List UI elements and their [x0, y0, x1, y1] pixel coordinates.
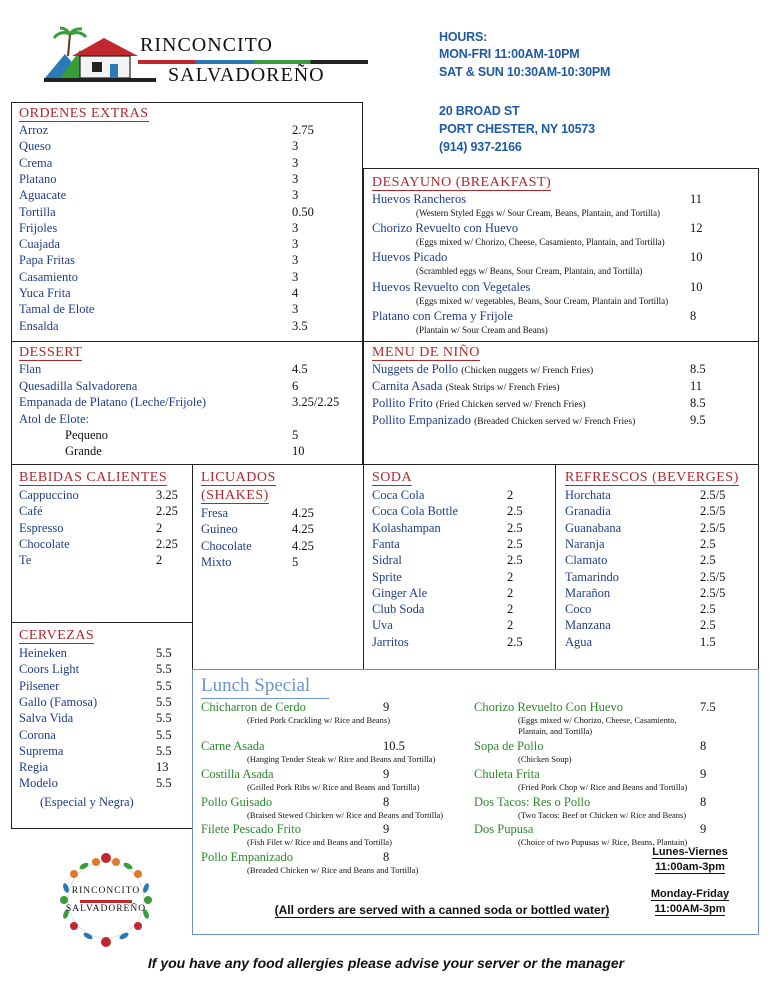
soda-item-name: Sidral	[372, 553, 402, 568]
kids-item-name: Nuggets de Pollo	[372, 362, 462, 376]
hot-drink-item-name: Cappuccino	[19, 488, 79, 502]
shake-item-name: Fresa	[201, 506, 229, 520]
restaurant-badge	[52, 848, 160, 952]
extras-item-price: 3	[292, 237, 299, 252]
extras-item-price: 3	[292, 302, 299, 317]
kids-item-desc: (Fried Chicken served w/ French Fries)	[435, 400, 586, 410]
refrescos-title-text: REFRESCOS (BEVERGES)	[565, 470, 739, 485]
breakfast-item-desc: (Western Styled Eggs w/ Sour Cream, Beans, Plantain, and Tortilla)	[416, 208, 660, 218]
kids-item-desc: (Chicken nuggets w/ French Fries)	[461, 366, 594, 376]
hours-label: HOURS:	[439, 30, 488, 44]
breakfast-item-desc: (Scrambled eggs w/ Beans, Sour Cream, Plantain, and Tortilla)	[416, 266, 643, 276]
breakfast-item-name: Huevos Picado	[372, 250, 448, 264]
atol-size-name: Pequeno	[65, 428, 109, 442]
dessert-title	[19, 345, 82, 361]
extras-item-name: Yuca Frita	[19, 286, 71, 300]
breakfast-item-name: Chorizo Revuelto con Huevo	[372, 221, 519, 235]
beer-item-name: Salva Vida	[19, 711, 74, 726]
kids-item-name: Pollito Frito	[372, 396, 436, 410]
refresco-item-price: 2.5	[700, 553, 716, 568]
kids-item-price: 8.5	[690, 362, 706, 376]
beer-item-price: 5.5	[156, 727, 172, 742]
shakes-title-line2: (SHAKES)	[201, 488, 269, 503]
refresco-item-price: 2.5	[700, 618, 716, 633]
allergy-notice: If you have any food allergies please advise your server or the manager	[147, 955, 625, 971]
kids-title-text: MENU DE NIÑO	[372, 345, 480, 360]
shake-item-name: Mixto	[201, 554, 232, 569]
beers-title-text: CERVEZAS	[19, 628, 95, 643]
soda-item-price: 2	[507, 488, 514, 502]
lunch-hours-english-days	[648, 888, 732, 900]
lunch-item-price: 7.5	[700, 700, 716, 714]
refresco-item-name: Granadia	[565, 504, 611, 519]
refresco-item-name: Agua	[565, 634, 593, 649]
soda-item-name: Kolashampan	[372, 520, 441, 535]
lunch-item-name: Chicharron de Cerdo	[201, 700, 306, 714]
dessert-item-name: Flan	[19, 362, 42, 376]
beer-item-name: Regia	[19, 760, 49, 775]
lunch-item-price: 9	[700, 822, 707, 836]
soda-item-price: 2.5	[507, 536, 523, 551]
dessert-item-name: Atol de Elote:	[19, 411, 90, 426]
lunch-item-price: 8	[383, 850, 390, 864]
extras-item-price: 3	[292, 188, 299, 203]
soda-item-price: 2	[507, 618, 514, 633]
lunch-item-name: Pollo Guisado	[201, 795, 273, 809]
breakfast-item-price: 11	[690, 192, 703, 206]
extras-item-name: Tortilla	[19, 204, 56, 219]
lunch-item-name: Filete Pescado Frito	[201, 822, 301, 836]
hot-drink-item-price: 3.25	[156, 488, 178, 502]
dessert-item-name: Empanada de Platano (Leche/Frijole)	[19, 395, 207, 409]
extras-item-name: Tamal de Elote	[19, 302, 95, 317]
lunch-hours-english-time	[648, 903, 732, 915]
beer-item-name: Heineken	[19, 646, 67, 660]
soda-item-name: Ginger Ale	[372, 585, 428, 600]
lunch-item-desc: (Breaded Chicken w/ Rice and Beans and Tortilla)	[247, 865, 419, 875]
hours-weekend: SAT & SUN 10:30AM-10:30PM	[439, 65, 611, 79]
extras-item-price: 2.75	[292, 123, 314, 137]
lunch-hours-english-days-text: Monday-Friday	[650, 888, 730, 900]
lunch-item-price: 9	[383, 767, 390, 781]
lunch-drink-note	[262, 903, 622, 917]
dessert-item-price: 3.25/2.25	[292, 395, 340, 409]
atol-size-price: 5	[292, 428, 299, 442]
lunch-item-name: Carne Asada	[201, 739, 265, 753]
lunch-item-desc: (Choice of two Pupusas w/ Rice, Beans, Plantain)	[518, 837, 688, 847]
lunch-item-name: Chuleta Frita	[474, 767, 540, 781]
extras-item-price: 3	[292, 171, 299, 186]
breakfast-item-price: 12	[690, 221, 703, 235]
extras-item-name: Papa Fritas	[19, 253, 75, 268]
extras-item-price: 3	[292, 155, 299, 170]
soda-item-price: 2.5	[507, 504, 523, 519]
extras-item-price: 3	[292, 139, 299, 154]
refresco-item-name: Clamato	[565, 553, 608, 568]
lunch-item-price: 8	[383, 795, 390, 809]
lunch-hours-english-time-text: 11:00AM-3pm	[654, 903, 726, 915]
dessert-title-text: DESSERT	[19, 345, 83, 360]
extras-item-name: Platano	[19, 171, 57, 186]
extras-item-name: Ensalda	[19, 318, 59, 333]
shake-item-name: Chocolate	[201, 538, 252, 553]
hot-drink-item-price: 2	[156, 553, 163, 568]
refresco-item-price: 2.5	[700, 602, 716, 617]
soda-item-name: Coca Cola Bottle	[372, 504, 459, 519]
beer-item-name: Gallo (Famosa)	[19, 694, 98, 709]
lunch-item-name: Dos Tacos: Res o Pollo	[474, 795, 591, 809]
kids-item-desc: (Steak Strips w/ French Fries)	[445, 383, 560, 393]
beer-item-price: 13	[156, 760, 169, 775]
extras-item-price: 3	[292, 220, 299, 235]
shakes-subtitle	[201, 488, 269, 504]
soda-item-price: 2.5	[507, 553, 523, 568]
beer-item-name: Corona	[19, 727, 56, 742]
lunch-drink-note-text: (All orders are served with a canned soda or bottled water)	[274, 903, 610, 917]
lunch-item-desc: (Fried Pork Crackling w/ Rice and Beans)	[247, 715, 391, 725]
kids-item	[372, 362, 593, 377]
hot-drinks-title-text: BEBIDAS CALIENTES	[19, 470, 168, 485]
shake-item-name: Guineo	[201, 522, 238, 537]
beer-item-name: Suprema	[19, 743, 64, 758]
kids-item-price: 9.5	[690, 413, 706, 427]
refresco-item-price: 2.5/5	[700, 569, 726, 584]
lunch-item-desc: (Fish Filet w/ Rice and Beans and Tortilla)	[247, 837, 392, 847]
breakfast-title-text: DESAYUNO (BREAKFAST)	[372, 175, 552, 190]
refrescos-title	[565, 470, 739, 486]
lunch-item-desc-cont: Plantain, and Tortilla)	[518, 726, 593, 736]
restaurant-logo	[40, 26, 390, 88]
breakfast-item-desc: (Plantain w/ Sour Cream and Beans)	[416, 325, 548, 335]
beer-item-name: Coors Light	[19, 662, 80, 677]
extras-item-price: 4	[292, 286, 299, 300]
refresco-item-price: 2.5/5	[700, 488, 726, 502]
refresco-item-name: Manzana	[565, 618, 611, 633]
shake-item-price: 4.25	[292, 506, 314, 520]
breakfast-item-price: 10	[690, 250, 703, 264]
refresco-item-name: Naranja	[565, 536, 605, 551]
refresco-item-name: Horchata	[565, 488, 611, 502]
kids-item-price: 8.5	[690, 396, 706, 410]
kids-item-price: 11	[690, 379, 703, 393]
soda-item-name: Sprite	[372, 569, 402, 584]
dessert-item-price: 4.5	[292, 362, 308, 376]
lunch-item-name: Pollo Empanizado	[201, 850, 293, 864]
lunch-item-price: 9	[383, 822, 390, 836]
lunch-item-desc: (Braised Stewed Chicken w/ Rice and Beans and Tortilla)	[247, 810, 444, 820]
badge-name-line2: SALVADOREÑO	[65, 904, 147, 914]
soda-item-name: Uva	[372, 618, 393, 633]
lunch-item-name: Chorizo Revuelto Con Huevo	[474, 700, 623, 714]
lunch-item-name: Sopa de Pollo	[474, 739, 544, 753]
beers-title	[19, 628, 94, 644]
breakfast-item-name: Huevos Rancheros	[372, 192, 467, 206]
lunch-item-desc: (Grilled Pork Ribs w/ Rice and Beans and Tortilla)	[247, 782, 420, 792]
refresco-item-price: 1.5	[700, 634, 716, 649]
soda-item-name: Club Soda	[372, 602, 425, 617]
extras-item-name: Cuajada	[19, 237, 60, 252]
beer-item-price: 5.5	[156, 711, 172, 726]
lunch-item-desc: (Hanging Tender Steak w/ Rice and Beans and Tortilla)	[247, 754, 436, 764]
lunch-item-price: 9	[383, 700, 390, 714]
kids-item	[372, 413, 635, 428]
shake-item-price: 4.25	[292, 538, 314, 553]
breakfast-item-price: 8	[690, 309, 697, 323]
atol-size-price: 10	[292, 444, 305, 458]
lunch-item-name: Costilla Asada	[201, 767, 274, 781]
kids-item-name: Pollito Empanizado	[372, 413, 475, 427]
refresco-item-price: 2.5	[700, 536, 716, 551]
beers-note: (Especial y Negra)	[40, 795, 134, 809]
hot-drinks-title	[19, 470, 167, 486]
kids-item	[372, 379, 560, 394]
hot-drink-item-price: 2	[156, 520, 163, 535]
beer-item-price: 5.5	[156, 662, 172, 677]
kids-item-desc: (Breaded Chicken served w/ French Fries)	[474, 417, 636, 427]
beer-item-price: 5.5	[156, 646, 172, 660]
lunch-hours-spanish-time	[648, 861, 732, 873]
lunch-hours-spanish-days	[648, 846, 732, 858]
shakes-title	[201, 470, 276, 486]
soda-item-price: 2.5	[507, 520, 523, 535]
lunch-item-price: 8	[700, 739, 707, 753]
beer-item-price: 5.5	[156, 678, 172, 693]
refresco-item-name: Guanabana	[565, 520, 622, 535]
address-street: 20 BROAD ST	[439, 104, 520, 118]
hot-drink-item-name: Café	[19, 504, 43, 519]
lunch-item-price: 10.5	[383, 739, 405, 753]
lunch-hours-spanish-days-text: Lunes-Viernes	[652, 846, 728, 858]
extras-item-name: Aguacate	[19, 188, 67, 203]
hot-drink-item-name: Te	[19, 553, 32, 568]
extras-item-price: 3	[292, 253, 299, 268]
lunch-item-desc: (Chicken Soup)	[518, 754, 572, 764]
extras-item-name: Crema	[19, 155, 53, 170]
lunch-title-underline	[201, 698, 329, 699]
floral-badge-icon	[52, 848, 160, 952]
refresco-item-name: Marañon	[565, 585, 611, 600]
beer-item-price: 5.5	[156, 694, 172, 709]
soda-item-name: Coca Cola	[372, 488, 425, 502]
soda-item-price: 2	[507, 585, 514, 600]
phone-number: (914) 937-2166	[439, 140, 522, 154]
extras-item-price: 0.50	[292, 204, 314, 219]
beer-item-name: Pilsener	[19, 678, 60, 693]
breakfast-item-desc: (Eggs mixed w/ vegetables, Beans, Sour Cream, Plantain and Tortilla)	[416, 296, 669, 306]
shakes-title-line1: LICUADOS	[201, 470, 276, 485]
kids-item-name: Carnita Asada	[372, 379, 446, 393]
beer-item-price: 5.5	[156, 743, 172, 758]
extras-item-price: 3	[292, 269, 299, 284]
hot-drink-item-price: 2.25	[156, 536, 178, 551]
beer-item-price: 5.5	[156, 776, 172, 791]
lunch-special-title: Lunch Special	[201, 675, 311, 696]
badge-name-line1: RINCONCITO	[71, 886, 141, 896]
lunch-item-name: Dos Pupusa	[474, 822, 534, 836]
kids-title	[372, 345, 480, 361]
shake-item-price: 4.25	[292, 522, 314, 537]
beer-item-name: Modelo	[19, 776, 58, 791]
logo-name-line2: SALVADOREÑO	[168, 64, 325, 86]
atol-size-name: Grande	[65, 444, 102, 458]
breakfast-title	[372, 175, 551, 191]
breakfast-item-name: Huevos Revuelto con Vegetales	[372, 280, 531, 294]
hot-drink-item-name: Espresso	[19, 520, 64, 535]
lunch-item-desc: (Eggs mixed w/ Chorizo, Cheese, Casamiento,	[518, 715, 677, 725]
lunch-item-price: 8	[700, 795, 707, 809]
breakfast-item-name: Platano con Crema y Frijole	[372, 309, 513, 323]
extras-item-name: Arroz	[19, 123, 49, 137]
refresco-item-name: Coco	[565, 602, 592, 617]
soda-item-price: 2	[507, 602, 514, 617]
soda-item-price: 2	[507, 569, 514, 584]
lunch-hours-spanish-time-text: 11:00am-3pm	[655, 861, 725, 873]
kids-item	[372, 396, 586, 411]
hours-weekday: MON-FRI 11:00AM-10PM	[439, 47, 580, 61]
address-city: PORT CHESTER, NY 10573	[439, 122, 595, 136]
refresco-item-price: 2.5/5	[700, 585, 726, 600]
dessert-item-name: Quesadilla Salvadorena	[19, 378, 138, 393]
lunch-item-price: 9	[700, 767, 707, 781]
shake-item-price: 5	[292, 554, 299, 569]
lunch-item-desc: (Fried Pork Chop w/ Rice and Beans and Tortilla)	[518, 782, 688, 792]
soda-title-text: SODA	[372, 470, 413, 485]
extras-item-name: Frijoles	[19, 220, 58, 235]
soda-item-price: 2.5	[507, 634, 523, 649]
extras-item-name: Queso	[19, 139, 51, 154]
refresco-item-price: 2.5/5	[700, 504, 726, 519]
extras-title-text: ORDENES EXTRAS	[19, 106, 149, 121]
soda-item-name: Fanta	[372, 536, 400, 551]
breakfast-item-price: 10	[690, 280, 703, 294]
extras-title	[19, 106, 149, 122]
hot-drink-item-price: 2.25	[156, 504, 178, 519]
soda-title	[372, 470, 412, 486]
extras-item-name: Casamiento	[19, 269, 79, 284]
hot-drink-item-name: Chocolate	[19, 536, 70, 551]
refresco-item-name: Tamarindo	[565, 569, 619, 584]
dessert-item-price: 6	[292, 378, 299, 393]
extras-item-price: 3.5	[292, 318, 308, 333]
logo-name-line1: RINCONCITO	[140, 34, 273, 56]
lunch-item-desc: (Two Tacos: Beef or Chicken w/ Rice and Beans)	[518, 810, 687, 820]
soda-item-name: Jarritos	[372, 634, 409, 649]
breakfast-item-desc: (Eggs mixed w/ Chorizo, Cheese, Casamiento, Plantain, and Tortilla)	[416, 237, 665, 247]
refresco-item-price: 2.5/5	[700, 520, 726, 535]
